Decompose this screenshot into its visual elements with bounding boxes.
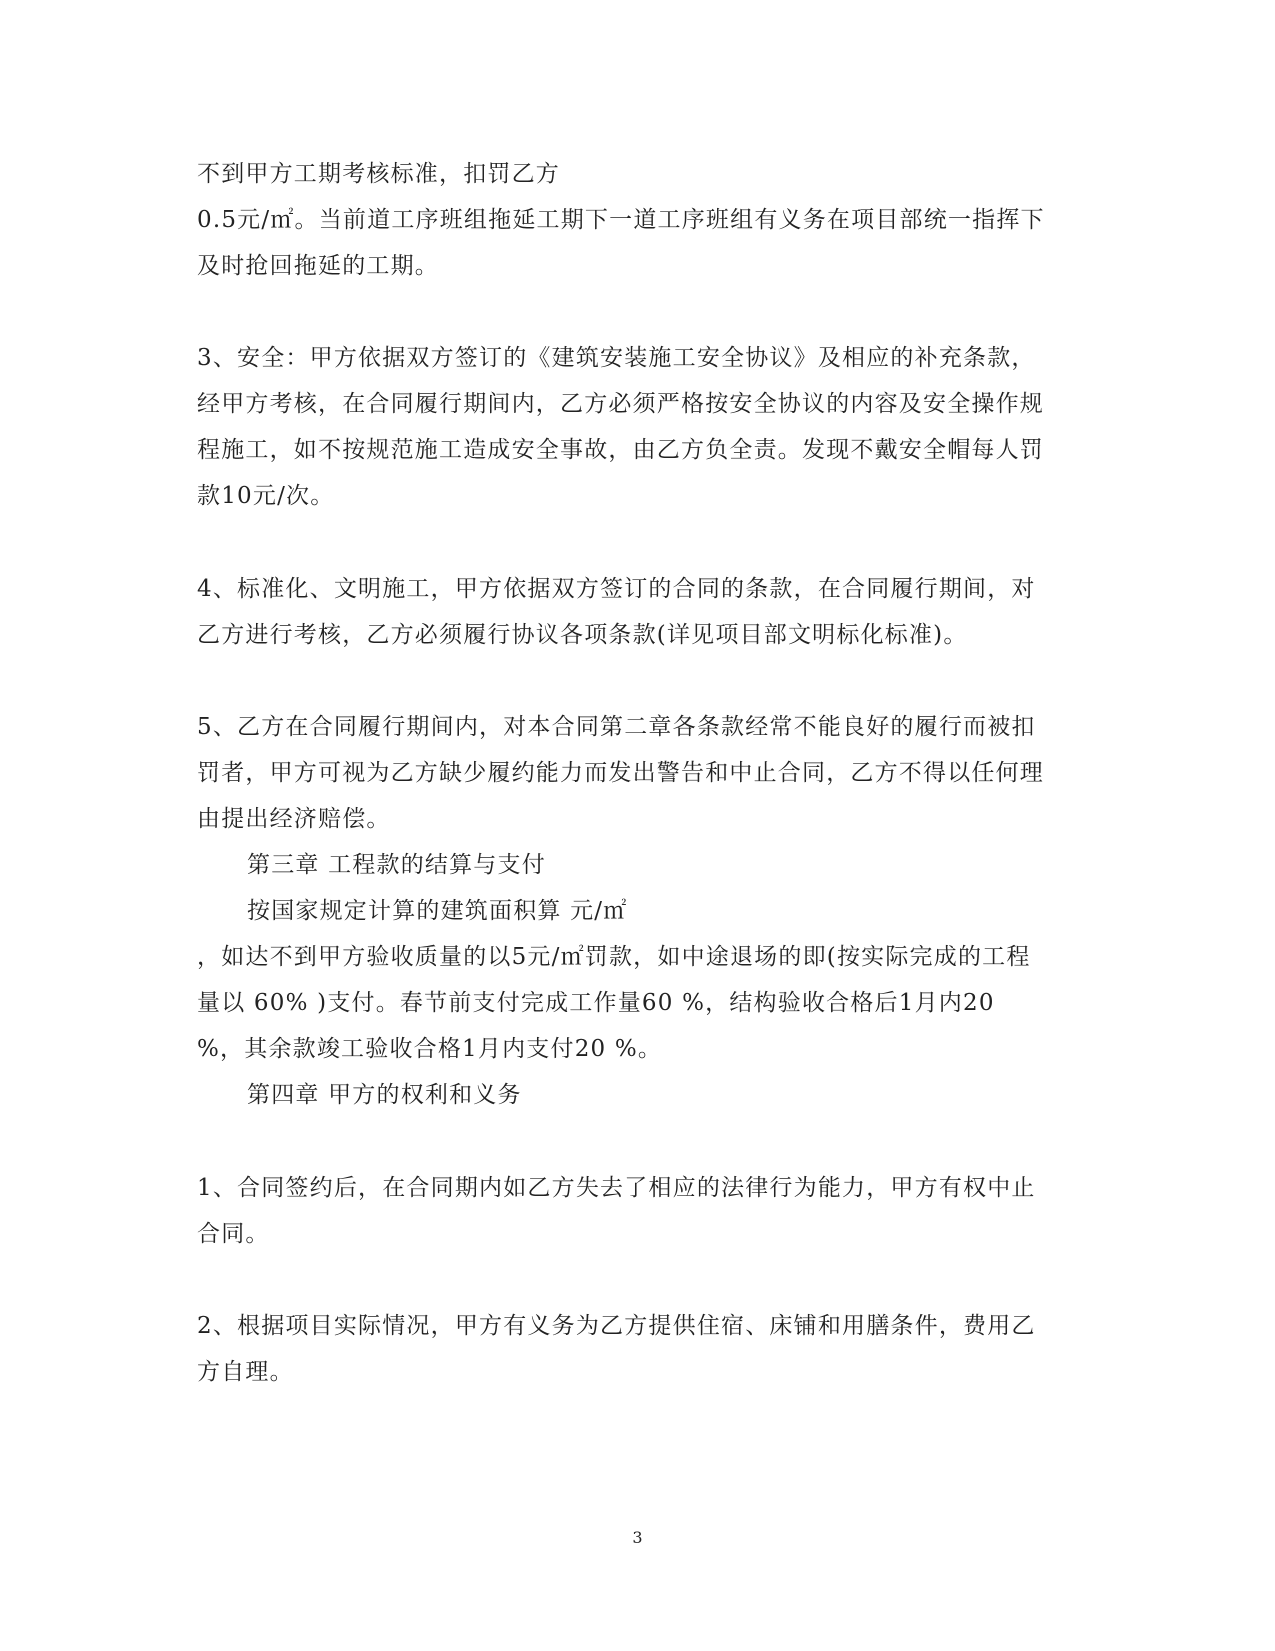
chapter-heading: 第三章 工程款的结算与支付 <box>247 852 546 878</box>
chapter-heading: 第四章 甲方的权利和义务 <box>247 1082 522 1108</box>
text-line: 程施工，如不按规范施工造成安全事故，由乙方负全责。发现不戴安全帽每人罚 <box>197 437 1044 463</box>
text-line: 按国家规定计算的建筑面积算 元/㎡ <box>247 898 628 924</box>
text-line: 经甲方考核，在合同履行期间内，乙方必须严格按安全协议的内容及安全操作规 <box>197 391 1044 417</box>
text-line: 2、根据项目实际情况，甲方有义务为乙方提供住宿、床铺和用膳条件，费用乙 <box>197 1313 1036 1339</box>
text-line: 罚者，甲方可视为乙方缺少履约能力而发出警告和中止合同，乙方不得以任何理 <box>197 760 1044 786</box>
text-line: 合同。 <box>197 1221 270 1247</box>
text-line: 1、合同签约后，在合同期内如乙方失去了相应的法律行为能力，甲方有权中止 <box>197 1175 1036 1201</box>
text-line: 及时抢回拖延的工期。 <box>197 253 439 279</box>
page-number: 3 <box>632 1528 643 1547</box>
text-line: 不到甲方工期考核标准，扣罚乙方 <box>197 161 560 187</box>
text-line: 3、安全：甲方依据双方签订的《建筑安装施工安全协议》及相应的补充条款， <box>197 345 1036 371</box>
text-line: 量以 60% )支付。春节前支付完成工作量60 %，结构验收合格后1月内20 <box>197 990 995 1016</box>
text-line: %，其余款竣工验收合格1月内支付20 %。 <box>197 1036 663 1062</box>
text-line: 款10元/次。 <box>197 483 335 509</box>
text-line: 4、标准化、文明施工，甲方依据双方签订的合同的条款，在合同履行期间，对 <box>197 576 1036 602</box>
text-line: ，如达不到甲方验收质量的以5元/㎡罚款，如中途退场的即(按实际完成的工程 <box>197 944 1031 970</box>
text-line: 方自理。 <box>197 1359 294 1385</box>
text-line: 0.5元/㎡。当前道工序班组拖延工期下一道工序班组有义务在项目部统一指挥下 <box>197 207 1045 233</box>
text-line: 由提出经济赔偿。 <box>197 806 391 832</box>
text-line: 乙方进行考核，乙方必须履行协议各项条款(详见项目部文明标化标准)。 <box>197 622 968 648</box>
text-line: 5、乙方在合同履行期间内，对本合同第二章各条款经常不能良好的履行而被扣 <box>197 714 1036 740</box>
